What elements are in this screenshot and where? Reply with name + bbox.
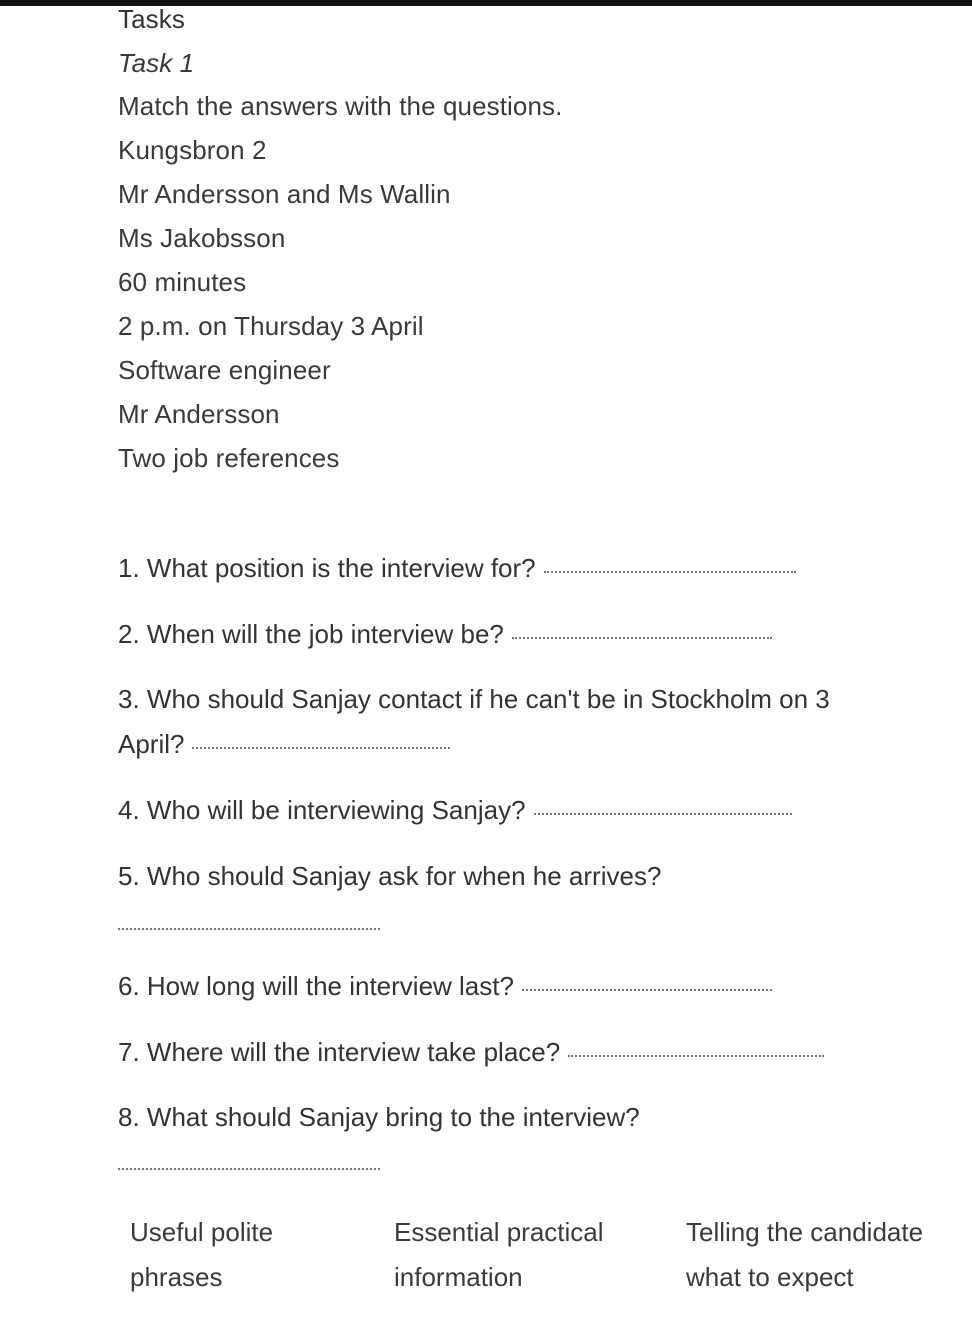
instruction-text: Match the answers with the questions. [118,91,563,121]
category-columns [130,1210,960,1310]
category-polite-phrases: Useful polite phrases [130,1217,274,1292]
question-text: 6. How long will the interview last? [118,971,514,1001]
answer-blank[interactable] [534,813,792,815]
tasks-heading: Tasks [118,4,185,34]
category-practical-information: Essential practical information [394,1217,604,1292]
question-text: 7. Where will the interview take place? [118,1037,561,1067]
answer-item: 2 p.m. on Thursday 3 April [118,311,424,341]
answer-blank[interactable] [192,747,450,749]
question-text: April? [118,729,185,759]
question-8 [118,1100,640,1134]
question-3-continued [118,727,450,761]
question-text: 2. When will the job interview be? [118,619,504,649]
question-2 [118,617,772,651]
answer-blank[interactable] [118,928,380,930]
question-1 [118,551,796,585]
answer-item: Two job references [118,443,340,473]
question-text: 4. Who will be interviewing Sanjay? [118,795,526,825]
question-4 [118,793,792,827]
question-text: 5. Who should Sanjay ask for when he arrives? [118,861,662,891]
question-text: 3. Who should Sanjay contact if he can't be in Stockholm on 3 [118,684,830,714]
answer-item: 60 minutes [118,267,247,297]
answer-item: Software engineer [118,355,331,385]
question-3 [118,682,830,716]
answer-blank[interactable] [118,1168,380,1170]
answer-item: Mr Andersson and Ms Wallin [118,179,451,209]
question-text: 8. What should Sanjay bring to the interview? [118,1102,640,1132]
answer-blank[interactable] [568,1055,824,1057]
answer-blank[interactable] [512,637,772,639]
question-5 [118,859,661,893]
answer-blank[interactable] [544,571,796,573]
category-what-to-expect: Telling the candidate what to expect [686,1217,924,1292]
answer-item: Mr Andersson [118,399,280,429]
task-label: Task 1 [118,48,195,78]
question-text: 1. What position is the interview for? [118,553,536,583]
answer-item: Ms Jakobsson [118,223,286,253]
question-6 [118,969,772,1003]
answer-blank[interactable] [522,989,772,991]
answer-item: Kungsbron 2 [118,135,267,165]
question-7 [118,1035,824,1069]
